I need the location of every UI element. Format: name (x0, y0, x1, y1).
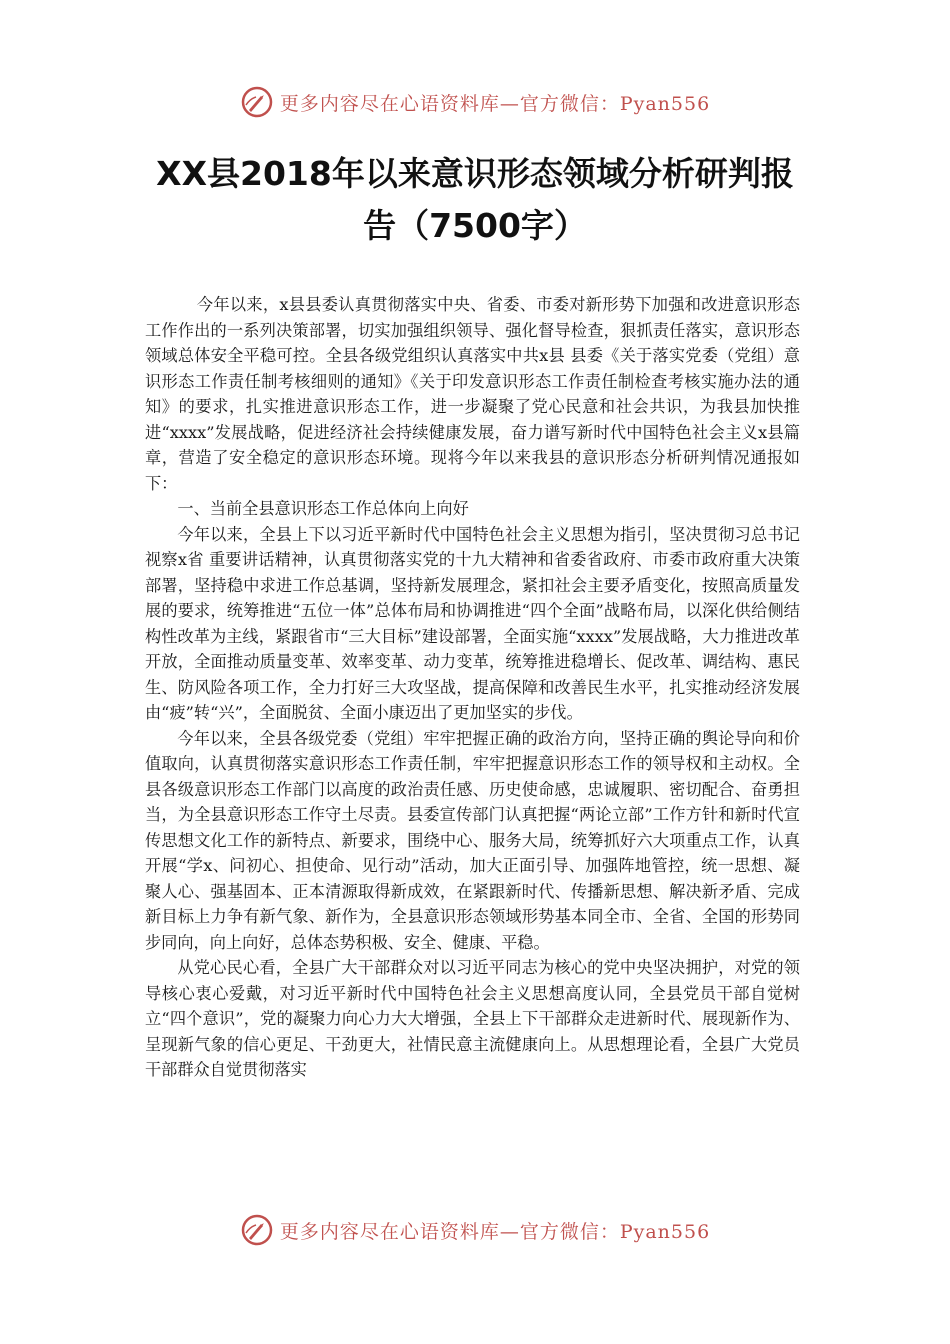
banner-text: 更多内容尽在心语资料库—官方微信：Pyan556 (279, 92, 711, 115)
pen-nib-logo-icon (240, 1213, 274, 1247)
banner-text: 更多内容尽在心语资料库—官方微信：Pyan556 (279, 1220, 711, 1243)
pen-nib-logo-icon (240, 85, 274, 119)
document-title: XX县2018年以来意识形态领域分析研判报告（7500字） (156, 154, 794, 245)
paragraph-intro: 今年以来，x县县委认真贯彻落实中央、省委、市委对新形势下加强和改进意识形态工作作出的一系列决策部署，切实加强组织领导、强化督导检查，狠抓责任落实，意识形态领域总体安全平稳可控。全县各级党组织认真落实中共x县 县委《关于落实党委（党组）意识形态工作责任制考核细则的通知》《关于印发意识形态工作责任制检查考核实施办法的通知》的要求，扎实推进意识形态工作，进一步凝聚了党心民意和社会共识，为我县加快推进“xxxx”发展战略，促进经济社会持续健康发展，奋力谱写新时代中国特色社会主义x县篇章，营造了安全稳定的意识形态环境。现将今年以来我县的意识形态分析研判情况通报如下： (145, 295, 800, 493)
paragraph: 从党心民心看，全县广大干部群众对以习近平同志为核心的党中央坚决拥护，对党的领导核心衷心爱戴，对习近平新时代中国特色社会主义思想高度认同，全县党员干部自觉树立“四个意识”，党的凝聚力向心力大大增强，全县上下干部群众走进新时代、展现新作为、呈现新气象的信心更足、干劲更大，社情民意主流健康向上。从思想理论看，全县广大党员干部群众自觉贯彻落实 (145, 958, 800, 1079)
paragraph: 今年以来，全县上下以习近平新时代中国特色社会主义思想为指引，坚决贯彻习总书记视察x省 重要讲话精神，认真贯彻落实党的十九大精神和省委省政府、市委市政府重大决策部署，坚持稳中求进工作总基调，坚持新发展理念，紧扣社会主要矛盾变化，按照高质量发展的要求，统筹推进“五位一体”总体布局和协调推进“四个全面”战略布局，以深化供给侧结构性改革为主线，紧跟省市“三大目标”建设部署，全面实施“xxxx”发展战略，大力推进改革开放，全面推动质量变革、效率变革、动力变革，统筹推进稳增长、促改革、调结构、惠民生、防风险各项工作，全力打好三大攻坚战，提高保障和改善民生水平，扎实推动经济发展由“疲”转“兴”，全面脱贫、全面小康迈出了更加坚实的步伐。 (145, 524, 800, 722)
header-banner (0, 82, 950, 122)
footer-banner (0, 1210, 950, 1250)
document-body (145, 292, 800, 1083)
paragraph: 今年以来，全县各级党委（党组）牢牢把握正确的政治方向，坚持正确的舆论导向和价值取向，认真贯彻落实意识形态工作责任制，牢牢把握意识形态工作的领导权和主动权。全县各级意识形态工作部门以高度的政治责任感、历史使命感，忠诚履职、密切配合、奋勇担当，为全县意识形态工作守土尽责。县委宣传部门认真把握“两论立部”工作方针和新时代宣传思想文化工作的新特点、新要求，围绕中心、服务大局，统筹抓好六大项重点工作，认真开展“学x、问初心、担使命、见行动”活动，加大正面引导、加强阵地管控，统一思想、凝聚人心、强基固本、正本清源取得新成效，在紧跟新时代、传播新思想、解决新矛盾、完成新目标上力争有新气象、新作为，全县意识形态领域形势基本同全市、全省、全国的形势同步同向，向上向好，总体态势积极、安全、健康、平稳。 (145, 728, 800, 952)
section-heading: 一、当前全县意识形态工作总体向上向好 (177, 499, 469, 518)
